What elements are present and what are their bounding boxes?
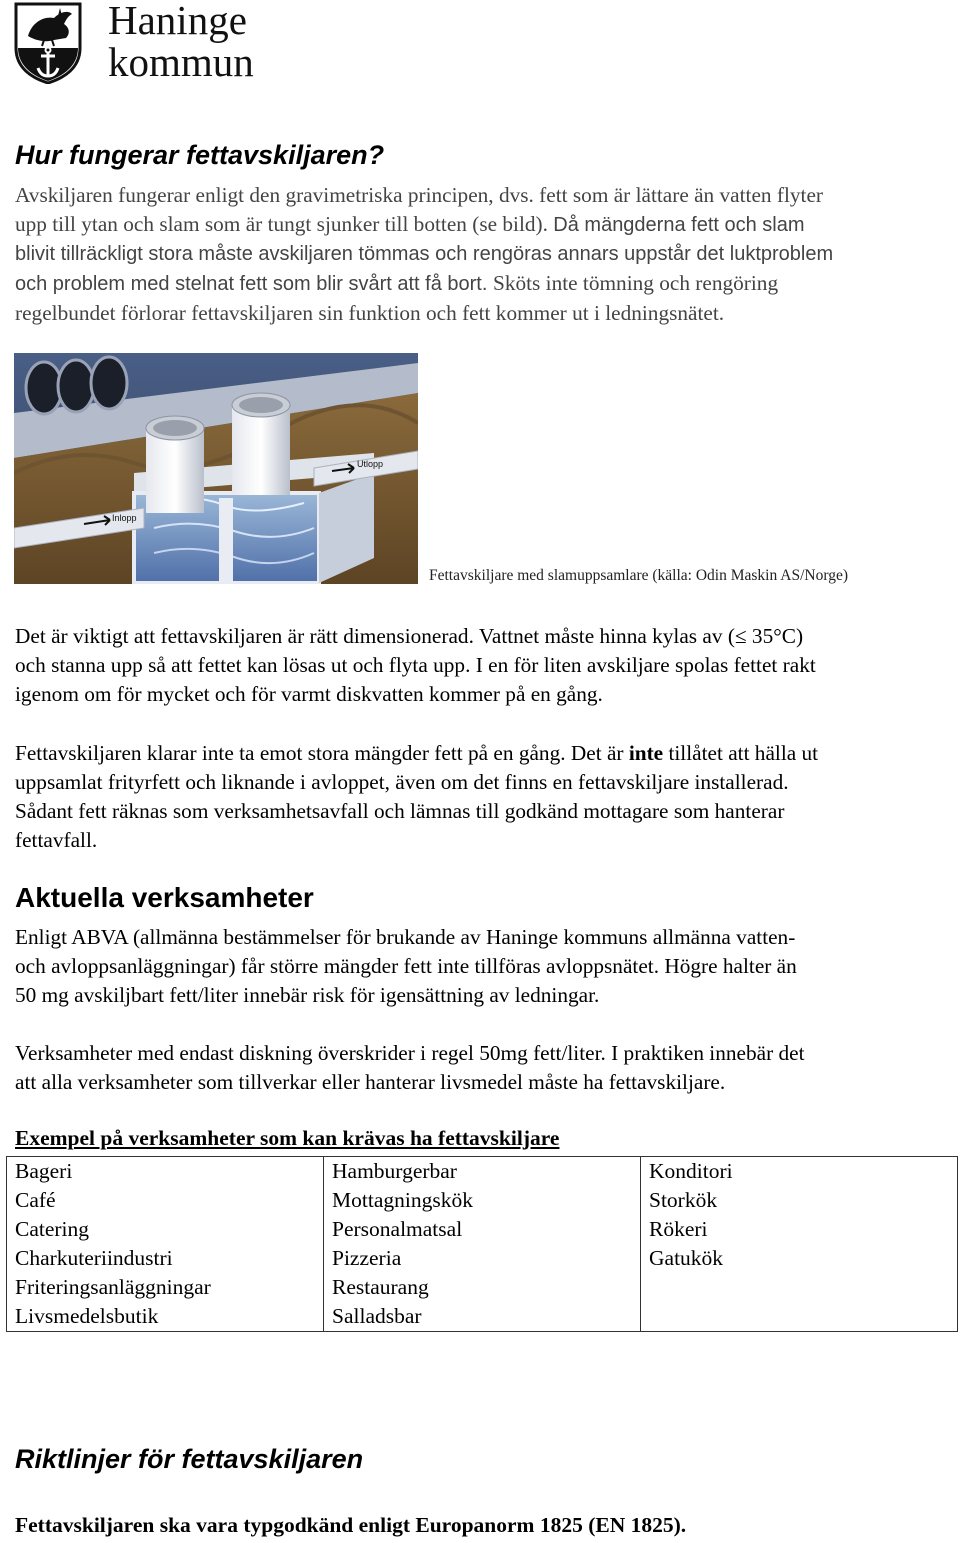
haninge-kommun-logo (14, 2, 274, 88)
table-cell: Konditori (649, 1159, 733, 1183)
paragraph-line: Fettavskiljaren klarar inte ta emot stora mängder fett på en gång. Det är inte tillåtet att hälla ut (15, 741, 819, 765)
table-cell: Restaurang (332, 1275, 429, 1299)
outlet-label: Utlopp (357, 459, 384, 469)
standard-requirement: Fettavskiljaren ska vara typgodkänd enligt Europanorm 1825 (EN 1825). (15, 1513, 687, 1537)
paragraph-abva (15, 923, 960, 1010)
paragraph-line: och stanna upp så att fettet kan lösas ut och flyta upp. I en för liten avskiljare spolas fettet rakt (15, 653, 816, 677)
paragraph-principle (15, 181, 960, 328)
table-cell: Catering (15, 1217, 90, 1241)
table-cell: Pizzeria (332, 1246, 402, 1270)
paragraph-dishwashing (15, 1039, 960, 1097)
paragraph-line: Avskiljaren fungerar enligt den gravimetriska principen, dvs. fett som är lättare än vatten flyter (15, 183, 824, 207)
table-cell: Café (15, 1188, 56, 1212)
figure-caption: Fettavskiljare med slamuppsamlare (källa: Odin Maskin AS/Norge) (429, 567, 848, 584)
paragraph-line: uppsamlat frityrfett och liknande i avloppet, även om det finns en fettavskiljare installerad. (15, 770, 789, 794)
table-cell: Friteringsanläggningar (15, 1275, 211, 1299)
paragraph-line: och avloppsanläggningar) får större mängder fett inte tillföras avloppsnätet. Högre halter än (15, 954, 797, 978)
paragraph-line: 50 mg avskiljbart fett/liter innebär risk för igensättning av ledningar. (15, 983, 600, 1007)
table-heading: Exempel på verksamheter som kan krävas ha fettavskiljare (15, 1126, 560, 1150)
paragraph-line: Enligt ABVA (allmänna bestämmelser för brukande av Haninge kommuns allmänna vatten- (15, 925, 796, 949)
logo-text-kommun: kommun (108, 39, 254, 85)
table-cell: Livsmedelsbutik (15, 1304, 159, 1328)
table-cell: Salladsbar (332, 1304, 422, 1328)
paragraph-line: Det är viktigt att fettavskiljaren är rätt dimensionerad. Vattnet måste hinna kylas av (≤ 35°C) (15, 624, 804, 648)
table-cell: Personalmatsal (332, 1217, 463, 1241)
table-cell: Bageri (15, 1159, 73, 1183)
paragraph-line: blivit tillräckligt stora måste avskiljaren tömmas och rengöras annars uppstår det luktproblem (15, 243, 834, 265)
table-cell: Rökeri (649, 1217, 708, 1241)
grease-separator-illustration (14, 353, 418, 584)
table-column-1 (7, 1157, 324, 1332)
table-column-3 (641, 1157, 958, 1332)
table-column-2 (324, 1157, 641, 1332)
logo-text-haninge: Haninge (108, 0, 247, 43)
heading-how-it-works: Hur fungerar fettavskiljaren? (15, 140, 385, 170)
examples-table (6, 1156, 958, 1332)
table-cell: Gatukök (649, 1246, 724, 1270)
heading-guidelines: Riktlinjer för fettavskiljaren (15, 1444, 364, 1474)
paragraph-capacity (15, 739, 960, 855)
heading-current-businesses: Aktuella verksamheter (15, 882, 314, 913)
paragraph-line: igenom om för mycket och för varmt diskvatten kommer på en gång. (15, 682, 603, 706)
paragraph-line: upp till ytan och slam som är tungt sjunker till botten (se bild). Då mängderna fett och slam (15, 212, 805, 236)
paragraph-line: och problem med stelnat fett som blir svårt att få bort. Sköts inte tömning och rengöring (15, 271, 779, 295)
paragraph-line: Sådant fett räknas som verksamhetsavfall och lämnas till godkänd mottagare som hanterar (15, 799, 785, 823)
table-cell: Mottagningskök (332, 1188, 473, 1212)
table-cell: Hamburgerbar (332, 1159, 457, 1183)
paragraph-line: regelbundet förlorar fettavskiljaren sin funktion och fett kommer ut i ledningsnätet. (15, 301, 725, 325)
paragraph-line: att alla verksamheter som tillverkar eller hanterar livsmedel måste ha fettavskiljare. (15, 1070, 726, 1094)
table-cell: Charkuteriindustri (15, 1246, 173, 1270)
paragraph-line: Verksamheter med endast diskning överskrider i regel 50mg fett/liter. I praktiken innebär det (15, 1041, 805, 1065)
coat-of-arms-icon (14, 2, 82, 84)
paragraph-line: fettavfall. (15, 828, 98, 852)
table-cell: Storkök (649, 1188, 718, 1212)
paragraph-dimensioning (15, 622, 960, 709)
inlet-label: Inlopp (112, 513, 137, 523)
